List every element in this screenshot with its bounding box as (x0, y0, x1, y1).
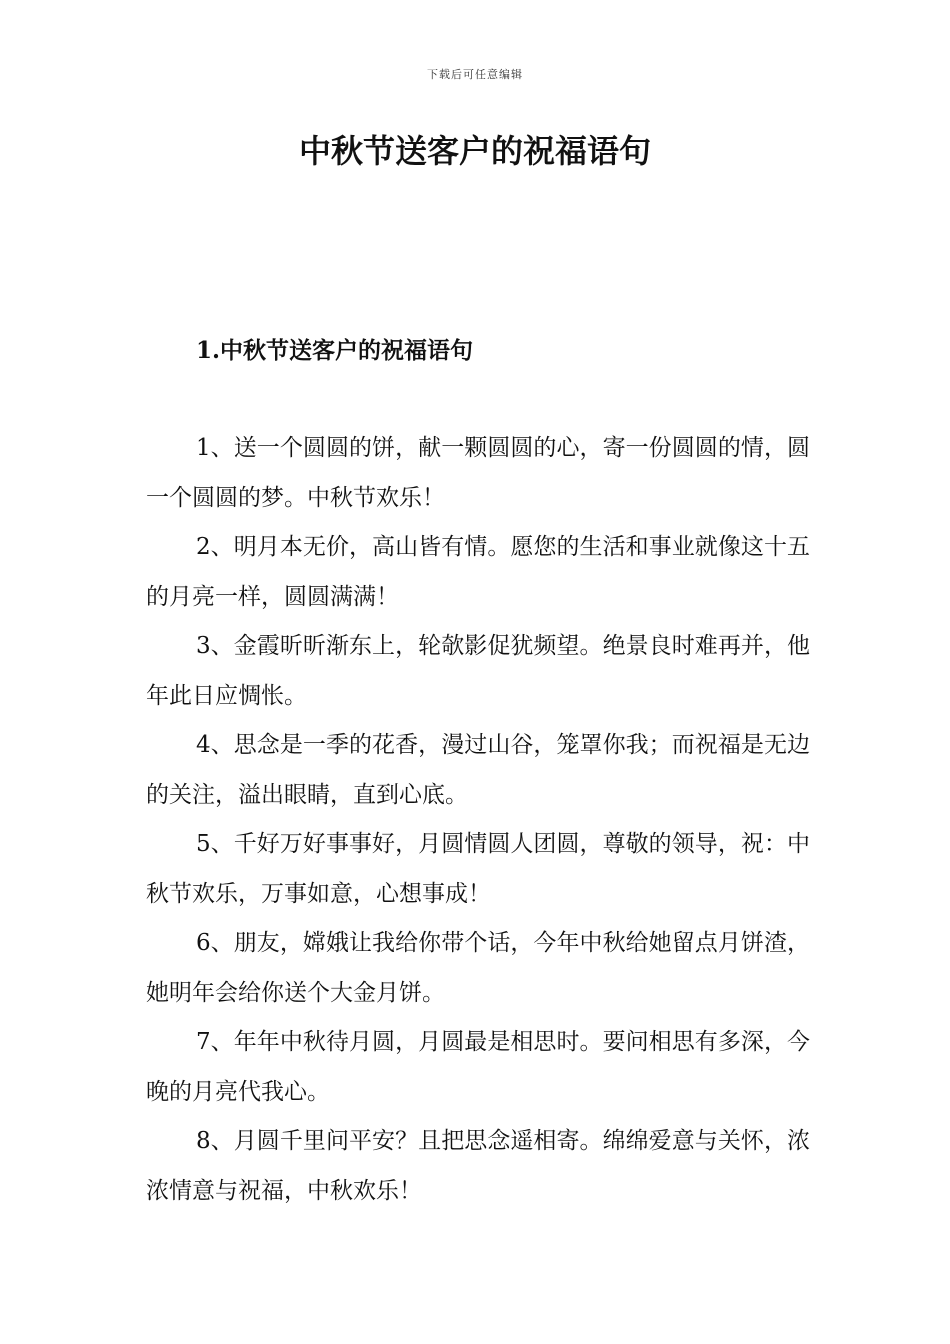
paragraph-8: 8、月圆千里问平安？且把思念遥相寄。绵绵爱意与关怀，浓浓情意与祝福，中秋欢乐！ (146, 1128, 810, 1204)
page-title: 中秋节送客户的祝福语句 (298, 132, 651, 170)
header-note: 下载后可任意编辑 (427, 68, 523, 81)
paragraph-6: 6、朋友，嫦娥让我给你带个话，今年中秋给她留点月饼渣，她明年会给你送个大金月饼。 (146, 930, 810, 1006)
section-heading: 1.中秋节送客户的祝福语句 (196, 337, 474, 364)
paragraph-1: 1、送一个圆圆的饼，献一颗圆圆的心，寄一份圆圆的情，圆一个圆圆的梦。中秋节欢乐！ (146, 435, 810, 511)
paragraph-3: 3、金霞昕昕渐东上，轮欹影促犹频望。绝景良时难再并，他年此日应惆怅。 (146, 633, 810, 709)
paragraph-5: 5、千好万好事事好，月圆情圆人团圆，尊敬的领导，祝：中秋节欢乐，万事如意，心想事成！ (146, 831, 810, 907)
paragraph-2: 2、明月本无价，高山皆有情。愿您的生活和事业就像这十五的月亮一样，圆圆满满！ (146, 534, 810, 610)
paragraph-4: 4、思念是一季的花香，漫过山谷，笼罩你我；而祝福是无边的关注，溢出眼睛，直到心底。 (146, 732, 810, 808)
paragraph-7: 7、年年中秋待月圆，月圆最是相思时。要问相思有多深，今晚的月亮代我心。 (146, 1029, 810, 1105)
document-body (146, 424, 810, 1216)
